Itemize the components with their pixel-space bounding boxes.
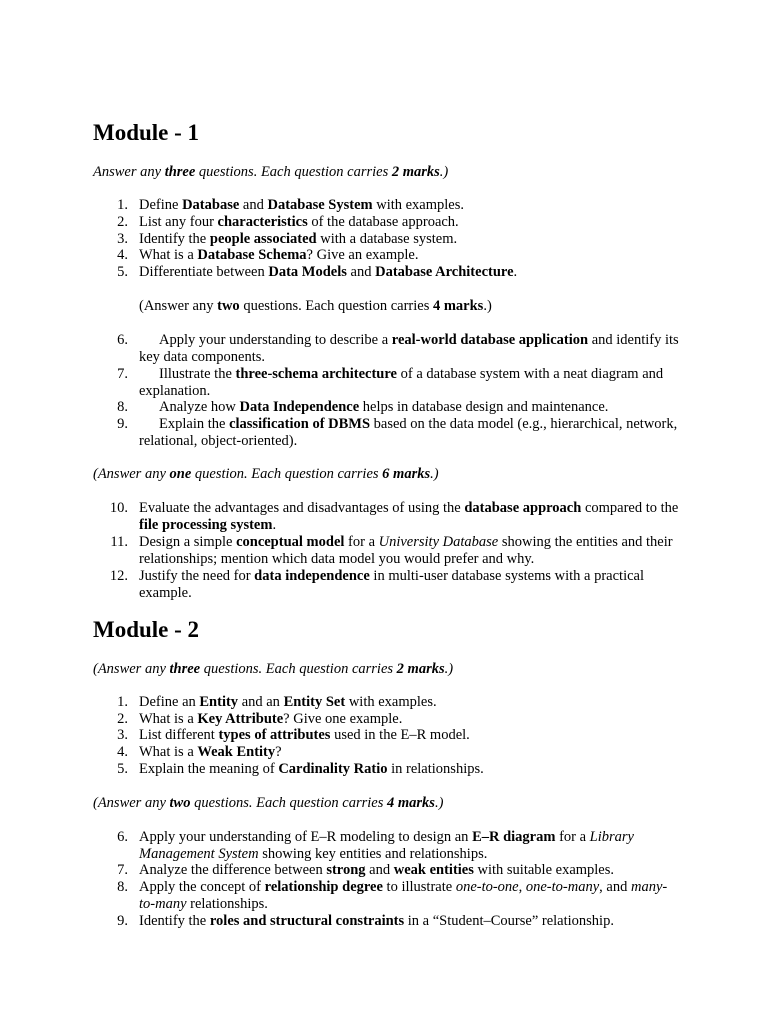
question-number: 4. [117,744,128,760]
question-text: Identify the roles and structural constraints in a “Student–Course” relationship. [139,913,614,929]
question-number: 3. [117,231,128,247]
question-number: 5. [117,264,128,280]
question-number: 8. [117,399,128,415]
question-number: 9. [117,416,128,432]
question-number: 6. [117,332,128,348]
question-number: 9. [117,913,128,929]
module-1-section-1-instruction: Answer any three questions. Each question carries 2 marks.) [93,164,449,180]
question-number: 11. [110,534,128,550]
question-text: Define an Entity and an Entity Set with examples. [139,694,437,710]
question-text: Apply your understanding of E–R modeling to design an E–R diagram for a Library Management System showing key entities and relationships. [139,829,634,862]
question-text: What is a Database Schema? Give an example. [139,247,419,263]
question-text: Define Database and Database System with examples. [139,197,465,213]
question-number: 3. [117,727,128,743]
question-text: Explain the meaning of Cardinality Ratio in relationships. [139,761,484,777]
question-number: 5. [117,761,128,777]
module-2-section-2-instruction: (Answer any two questions. Each question carries 4 marks.) [93,795,444,811]
question-number: 1. [117,694,128,710]
question-number: 8. [117,879,128,895]
question-text: List different types of attributes used in the E–R model. [139,727,470,743]
question-text: What is a Weak Entity? [139,744,282,760]
question-number: 12. [109,568,128,584]
question-text: Illustrate the three-schema architecture of a database system with a neat diagram and explanation. [139,366,664,399]
question-number: 7. [117,862,128,878]
question-text: Explain the classification of DBMS based on the data model (e.g., hierarchical, network, relational, object-oriented). [139,416,678,449]
question-number: 1. [117,197,128,213]
question-number: 6. [117,829,128,845]
question-number: 2. [117,711,128,727]
question-text: Identify the people associated with a database system. [139,231,458,247]
module-2-section-1-instruction: (Answer any three questions. Each question carries 2 marks.) [93,661,454,677]
question-text: What is a Key Attribute? Give one example. [139,711,403,727]
question-text: Evaluate the advantages and disadvantages of using the database approach compared to the file processing system. [139,500,679,533]
question-text: List any four characteristics of the database approach. [139,214,459,230]
module-1-section-2-instruction: (Answer any two questions. Each question carries 4 marks.) [139,298,492,314]
question-text: Apply your understanding to describe a real-world database application and identify its key data components. [139,332,679,365]
question-number: 10. [109,500,128,516]
question-number: 4. [117,247,128,263]
question-number: 2. [117,214,128,230]
module-1-heading: Module - 1 [93,120,200,145]
question-text: Apply the concept of relationship degree to illustrate one-to-one, one-to-many, and many-to-many relationships. [139,879,668,912]
module-1-section-3-instruction: (Answer any one question. Each question carries 6 marks.) [93,466,439,482]
module-2-heading: Module - 2 [93,617,200,642]
question-text: Design a simple conceptual model for a University Database showing the entities and their relationships; mention which data model you would prefer and why. [139,534,673,567]
question-text: Analyze the difference between strong and weak entities with suitable examples. [139,862,615,878]
question-text: Justify the need for data independence in multi-user database systems with a practical example. [139,568,645,601]
question-number: 7. [117,366,128,382]
question-text: Analyze how Data Independence helps in database design and maintenance. [159,399,609,415]
question-text: Differentiate between Data Models and Database Architecture. [139,264,518,280]
